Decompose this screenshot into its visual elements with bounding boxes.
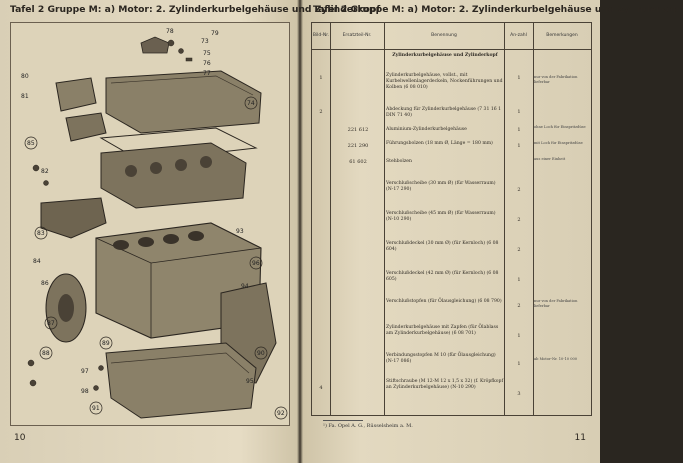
row-pos: 2: [319, 109, 323, 115]
row-remark: nur von der Fabrikation lieferbar: [534, 75, 578, 84]
callout-label: 97: [81, 368, 89, 375]
right-page-header: Tafel 2 Gruppe M: a) Motor: 2. Zylinderkurbelgehäuse und Zylinderkopf: [313, 4, 683, 15]
callout-label: 84: [33, 258, 41, 265]
exploded-engine-diagram: [10, 22, 290, 426]
row-desc: Verbindungsstopfen M 10 (für Ölausgleichung) (N-17 086): [386, 353, 496, 365]
row-qty: 1: [517, 333, 521, 339]
column-header: Bild-Nr.: [312, 23, 330, 50]
callout-label: 85: [27, 140, 35, 147]
callout-label: 76: [203, 60, 211, 67]
section-title: Zylinderkurbelgehäuse und Zylinderkopf: [392, 53, 498, 58]
row-qty: 1: [517, 143, 521, 149]
row-qty: 1: [517, 109, 521, 115]
row-desc: Verschlußstopfen (für Ölausgleichung) (6 08 790): [386, 299, 502, 304]
row-desc: Verschlußscheibe (45 mm Ø) (für Wasserraum) (N-10 290): [386, 211, 496, 223]
left-page-header: Tafel 2 Gruppe M: a) Motor: 2. Zylinderkurbelgehäuse und Zylinderkopf: [10, 4, 381, 15]
callout-label: 93: [236, 228, 244, 235]
callout-label: 92: [277, 410, 285, 417]
callout-label: 83: [37, 230, 45, 237]
callout-label: 73: [201, 38, 209, 45]
callout-label: 91: [92, 405, 100, 412]
row-qty: 2: [517, 217, 521, 223]
callout-label: 88: [42, 350, 50, 357]
column-header: Bemerkungen: [533, 23, 591, 50]
row-remark: nur von der Fabrikation lieferbar: [534, 299, 578, 308]
callout-label: 79: [211, 30, 219, 37]
footnote-rule: [323, 420, 363, 421]
callout-label: 82: [41, 168, 49, 175]
callout-label: 75: [203, 50, 211, 57]
engine-illustration: [11, 23, 289, 425]
row-qty: 1: [517, 277, 521, 283]
column-header: An-zahl: [504, 23, 533, 50]
row-pos: 4: [319, 385, 323, 391]
callout-label: 86: [41, 280, 49, 287]
callout-label: 81: [21, 93, 29, 100]
callout-label: 98: [81, 388, 89, 395]
callout-label: 90: [257, 350, 265, 357]
row-pos: 1: [319, 75, 323, 81]
right-page-number: 11: [574, 433, 586, 443]
row-desc: Verschlußdeckel (42 mm Ø) (für Kernloch) (6 08 605): [386, 271, 499, 283]
column-header: Benennung: [384, 23, 504, 50]
footnote: ¹) Fa. Opel A. G., Rüsselsheim a. M.: [323, 423, 413, 429]
row-desc: Stehbolzen: [386, 159, 412, 164]
row-qty: 3: [517, 391, 521, 397]
row-partno: 61 602: [349, 159, 367, 165]
callout-label: 78: [166, 28, 174, 35]
row-qty: 2: [517, 247, 521, 253]
callout-label: 89: [102, 340, 110, 347]
right-page: [301, 0, 683, 463]
left-page-number: 10: [14, 433, 26, 443]
row-desc: Stiftschraube (M 12-M 12 x 1,5 x 32) (f. Kröpfkopf an Zylinderkurbelgehäuse) (N-10 290): [386, 379, 504, 391]
callout-label: 74: [247, 100, 255, 107]
row-qty: 1: [517, 75, 521, 81]
row-desc: Zylinderkurbelgehäuse mit Zapfen (für Ölablass am Zylinderkurbelgehäuse) (6 08 701): [386, 325, 499, 337]
callout-label: 87: [47, 320, 55, 327]
row-desc: Führungsbolzen (18 mm Ø, Länge = 180 mm): [386, 141, 493, 146]
row-qty: 1: [517, 361, 521, 367]
row-remark: aus einer Einheit: [534, 157, 566, 161]
row-desc: Abdeckung für Zylinderkurbelgehäuse (7 31 16 1 DIN 71 40): [386, 107, 502, 119]
row-qty: 1: [517, 127, 521, 133]
row-partno: 221 612: [347, 127, 369, 133]
row-desc: Zylinderkurbelgehäuse, vollst., mit Kurbelwellenlagerdeckeln, Nockenführungen und Kolben (6 08 010): [386, 73, 503, 91]
callout-label: 77: [203, 70, 211, 77]
row-desc: Verschlußscheibe (30 mm Ø) (für Wasserraum) (N-17 290): [386, 181, 496, 193]
row-qty: 2: [517, 187, 521, 193]
cylinder-head-part: [101, 143, 246, 208]
callout-label: 80: [21, 73, 29, 80]
row-remark: ohne Loch für Einspritzdüse: [534, 125, 586, 129]
valve-cover-part: [106, 71, 261, 133]
row-remark: mit Loch für Einspritzdüse: [534, 141, 583, 145]
row-partno: 221 290: [347, 143, 369, 149]
row-desc: Verschlußdeckel (30 mm Ø) (für Kernloch) (6 08 604): [386, 241, 499, 253]
column-header: Ersatzteil-Nr.: [330, 23, 384, 50]
callout-label: 96: [252, 260, 260, 267]
callout-label: 95: [246, 378, 254, 385]
row-desc: Aluminium-Zylinderkurbelgehäuse: [386, 127, 467, 132]
row-remark: ab Motor-Nr. 10-10 000: [534, 357, 578, 361]
oil-pan-part: [106, 343, 256, 418]
parts-table: [311, 22, 592, 416]
row-qty: 2: [517, 303, 521, 309]
callout-label: 94: [241, 283, 249, 290]
